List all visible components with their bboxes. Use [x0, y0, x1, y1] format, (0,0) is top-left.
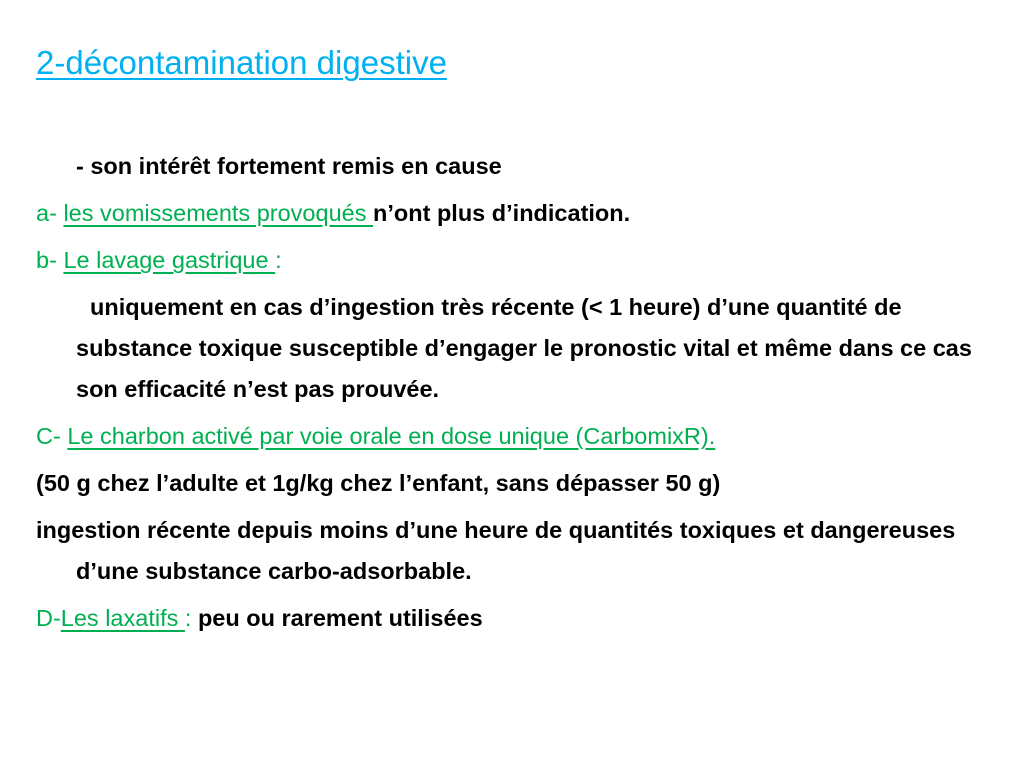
slide-body [36, 146, 986, 645]
item-d-colon: : [184, 605, 192, 631]
intro-line: - son intérêt fortement remis en cause [76, 153, 502, 179]
item-c-link[interactable]: Le charbon activé par voie orale en dose unique (CarbomixR). [67, 423, 716, 449]
item-d-text: peu ou rarement utilisées [191, 605, 483, 631]
item-b [36, 240, 986, 281]
item-b-link[interactable]: Le lavage gastrique [63, 247, 276, 273]
item-a-text: n’ont plus d’indication. [373, 200, 631, 226]
item-a-prefix: a- [36, 200, 64, 226]
item-d-prefix: D- [36, 605, 61, 631]
dose-line: (50 g chez l’adulte et 1g/kg chez l’enfant, sans dépasser 50 g) [36, 470, 721, 496]
item-c [36, 416, 986, 457]
ingestion-line: ingestion récente depuis moins d’une heure de quantités toxiques et dangereuses d’une substance carbo-adsorbable. [36, 517, 956, 584]
item-b-colon: : [275, 247, 282, 273]
item-a-link[interactable]: les vomissements provoqués [63, 200, 373, 226]
item-b-text: uniquement en cas d’ingestion très récente (< 1 heure) d’une quantité de substance toxique susceptible d’engager le pronostic vital et même dans ce cas son efficacité n’est pas prouvée. [76, 294, 972, 402]
item-b-prefix: b- [36, 247, 64, 273]
item-c-prefix: C- [36, 423, 68, 449]
item-a [36, 193, 986, 234]
slide-title: 2-décontamination digestive [36, 44, 447, 81]
item-d-link[interactable]: Les laxatifs [60, 605, 185, 631]
item-d [36, 598, 986, 639]
